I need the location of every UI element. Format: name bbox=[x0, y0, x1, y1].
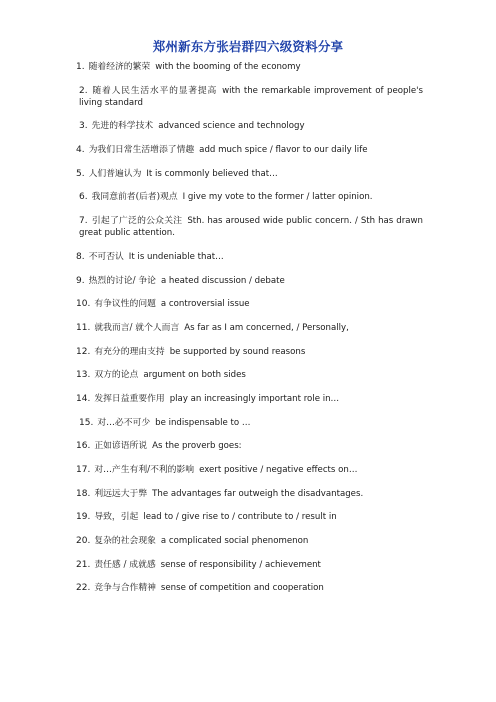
item-number: 15. bbox=[79, 417, 94, 428]
item-english-phrase: Sth. has aroused wide public concern. / Sth has drawn great public attention. bbox=[79, 216, 423, 239]
list-item bbox=[76, 61, 423, 73]
item-chinese-phrase: 竞争与合作精神 bbox=[94, 583, 156, 594]
item-number: 2. bbox=[79, 85, 88, 96]
item-english-phrase: As far as I am concerned, / Personally, bbox=[184, 322, 349, 333]
list-item bbox=[76, 582, 423, 594]
item-chinese-phrase: 对…必不可少 bbox=[97, 417, 151, 428]
item-english-phrase: a controversial issue bbox=[160, 299, 250, 310]
item-chinese-phrase: 正如谚语所说 bbox=[94, 441, 148, 452]
item-chinese-phrase: 发挥日益重要作用 bbox=[94, 393, 165, 404]
item-english-phrase: with the booming of the economy bbox=[155, 62, 301, 72]
list-item bbox=[76, 393, 423, 405]
item-english-phrase: play an increasingly important role in… bbox=[169, 393, 340, 404]
list-item bbox=[76, 440, 423, 452]
item-english-phrase: It is undeniable that… bbox=[128, 251, 224, 262]
list-item bbox=[76, 369, 423, 381]
item-chinese-phrase: 双方的论点 bbox=[94, 370, 139, 381]
item-english-phrase: It is commonly believed that… bbox=[146, 168, 278, 179]
list-item bbox=[76, 275, 423, 287]
item-english-phrase: add much spice / flavor to our daily life bbox=[199, 145, 368, 156]
item-chinese-phrase: 对…产生有利/不利的影响 bbox=[94, 465, 195, 475]
list-item bbox=[76, 488, 423, 500]
item-english-phrase: The advantages far outweigh the disadvantages. bbox=[152, 488, 364, 499]
item-chinese-phrase: 利远远大于弊 bbox=[94, 488, 148, 499]
item-chinese-phrase: 就我而言/ 就个人而言 bbox=[94, 322, 180, 333]
item-chinese-phrase: 责任感 / 成就感 bbox=[94, 559, 156, 570]
item-number: 13. bbox=[76, 370, 91, 381]
item-number: 5. bbox=[76, 168, 85, 179]
item-english-phrase: lead to / give rise to / contribute to / result in bbox=[143, 512, 337, 523]
item-chinese-phrase: 随着人民生活水平的显著提高 bbox=[91, 85, 218, 96]
item-number: 11. bbox=[76, 322, 91, 333]
item-english-phrase: sense of responsibility / achievement bbox=[160, 559, 321, 570]
list-item bbox=[76, 535, 423, 547]
list-item bbox=[76, 215, 423, 239]
item-number: 1. bbox=[76, 62, 85, 72]
list-item bbox=[76, 346, 423, 358]
item-number: 12. bbox=[76, 346, 91, 357]
list-item bbox=[76, 559, 423, 571]
item-english-phrase: advanced science and technology bbox=[158, 121, 305, 132]
list-item bbox=[76, 191, 423, 203]
list-item bbox=[76, 417, 423, 429]
item-english-phrase: with the remarkable improvement of people's living standard bbox=[79, 85, 423, 108]
list-item bbox=[76, 120, 423, 132]
item-number: 3. bbox=[79, 121, 88, 132]
item-number: 19. bbox=[76, 512, 91, 523]
page-title: 郑州新东方张岩群四六级资料分享 bbox=[152, 39, 344, 54]
item-chinese-phrase: 有争议性的问题 bbox=[94, 299, 156, 310]
item-chinese-phrase: 热烈的讨论/ 争论 bbox=[88, 275, 156, 286]
item-chinese-phrase: 先进的科学技术 bbox=[91, 121, 154, 132]
item-english-phrase: As the proverb goes: bbox=[152, 441, 242, 452]
item-chinese-phrase: 引起了广泛的公众关注 bbox=[91, 216, 183, 227]
item-number: 14. bbox=[76, 393, 91, 404]
item-number: 9. bbox=[76, 275, 85, 286]
phrase-list bbox=[76, 61, 423, 606]
item-number: 20. bbox=[76, 536, 91, 547]
item-english-phrase: a heated discussion / debate bbox=[160, 275, 285, 286]
list-item bbox=[76, 251, 423, 263]
list-item bbox=[76, 511, 423, 523]
item-chinese-phrase: 为我们日常生活增添了情趣 bbox=[88, 145, 195, 156]
list-item bbox=[76, 85, 423, 109]
item-number: 16. bbox=[76, 441, 91, 452]
item-chinese-phrase: 复杂的社会现象 bbox=[94, 536, 156, 547]
item-english-phrase: exert positive / negative effects on… bbox=[199, 465, 358, 475]
item-english-phrase: argument on both sides bbox=[143, 370, 246, 381]
item-number: 18. bbox=[76, 488, 91, 499]
item-chinese-phrase: 人们普遍认为 bbox=[88, 168, 142, 179]
item-number: 7. bbox=[79, 216, 88, 227]
item-chinese-phrase: 有充分的理由支持 bbox=[94, 346, 165, 357]
list-item bbox=[76, 322, 423, 334]
item-english-phrase: sense of competition and cooperation bbox=[160, 583, 324, 594]
item-english-phrase: be supported by sound reasons bbox=[169, 346, 306, 357]
item-number: 21. bbox=[76, 559, 91, 570]
item-number: 22. bbox=[76, 583, 91, 594]
item-number: 17. bbox=[76, 465, 91, 475]
list-item bbox=[76, 168, 423, 180]
item-number: 8. bbox=[76, 251, 85, 262]
item-chinese-phrase: 导致，引起 bbox=[94, 512, 139, 523]
item-number: 10. bbox=[76, 299, 91, 310]
item-english-phrase: a complicated social phenomenon bbox=[160, 536, 309, 547]
item-chinese-phrase: 我同意前者(后者)观点 bbox=[91, 192, 178, 203]
list-item bbox=[76, 144, 423, 156]
list-item bbox=[76, 298, 423, 310]
item-chinese-phrase: 不可否认 bbox=[88, 251, 124, 262]
item-english-phrase: I give my vote to the former / latter opinion. bbox=[182, 192, 373, 203]
item-english-phrase: be indispensable to … bbox=[155, 417, 251, 428]
list-item bbox=[76, 464, 423, 476]
item-number: 4. bbox=[76, 145, 85, 156]
item-chinese-phrase: 随着经济的繁荣 bbox=[88, 62, 151, 72]
item-number: 6. bbox=[79, 192, 88, 203]
